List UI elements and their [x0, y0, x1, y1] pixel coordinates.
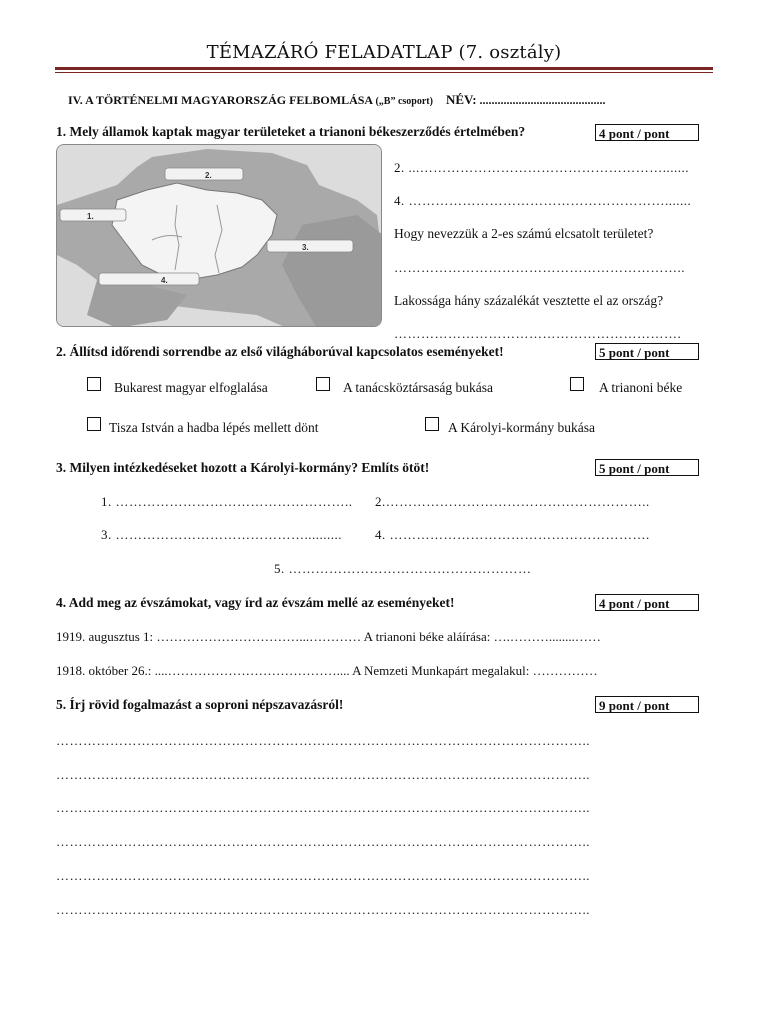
q2-checkbox-1[interactable]: [87, 377, 101, 391]
section-subtitle: [68, 92, 606, 108]
q2-item-2: A tanácsköztársaság bukása: [343, 380, 493, 395]
q3-question: 3. Milyen intézkedéseket hozott a Károlyi-kormány? Említs ötöt!: [56, 460, 430, 475]
q1-question: 1. Mely államok kaptak magyar területeket a trianoni békeszerződés értelmében?: [56, 124, 526, 139]
subtitle-group: („B” csoport): [375, 96, 433, 107]
title-rule-thin: [55, 72, 713, 73]
q3-line-3[interactable]: 3. ……………………………………..........: [101, 527, 342, 542]
trianon-map: [56, 144, 382, 327]
name-label: NÉV:: [445, 92, 477, 107]
q5-line-3[interactable]: ………………………………………………………………………………………………………..: [56, 800, 590, 815]
q1-subanswer-1[interactable]: ………………………………………………………..: [394, 260, 685, 275]
q4-row-2[interactable]: 1918. október 26.: ....………………………………….... A Nemzeti Munkapárt megalakul: ……………: [56, 663, 598, 678]
q5-line-6[interactable]: ………………………………………………………………………………………………………..: [56, 902, 590, 917]
q1-subquestion-1: Hogy nevezzük a 2-es számú elcsatolt területet?: [394, 226, 654, 241]
q2-points-box: 5 pont / pont: [595, 343, 699, 360]
q1-points-box: 4 pont / pont: [595, 124, 699, 141]
q2-checkbox-4[interactable]: [87, 417, 101, 431]
q3-line-2[interactable]: 2.…………………………………………………..: [375, 494, 650, 509]
q2-checkbox-3[interactable]: [570, 377, 584, 391]
q3-line-1[interactable]: 1. ……………………………………………..: [101, 494, 353, 509]
q5-line-5[interactable]: ………………………………………………………………………………………………………..: [56, 868, 590, 883]
map-label-3: 3.: [302, 243, 309, 252]
q3-line-5[interactable]: 5. ………………………………………………: [274, 561, 532, 576]
name-field[interactable]: ..........................................: [479, 93, 606, 107]
q2-checkbox-2[interactable]: [316, 377, 330, 391]
q5-question: 5. Írj rövid fogalmazást a soproni népszavazásról!: [56, 697, 344, 712]
q5-line-1[interactable]: ………………………………………………………………………………………………………..: [56, 733, 590, 748]
q2-checkbox-5[interactable]: [425, 417, 439, 431]
q4-points-box: 4 pont / pont: [595, 594, 699, 611]
q2-item-4: Tisza István a hadba lépés mellett dönt: [109, 420, 319, 435]
q5-line-4[interactable]: ………………………………………………………………………………………………………..: [56, 834, 590, 849]
q3-line-4[interactable]: 4. ………………………………………………….: [375, 527, 650, 542]
map-label-4: 4.: [161, 276, 168, 285]
page-title: TÉMAZÁRÓ FELADATLAP (7. osztály): [206, 42, 562, 63]
q1-subanswer-2[interactable]: ……………………………………………………….: [394, 326, 682, 341]
q1-answer-4[interactable]: 4. ………………………………………………….......: [394, 193, 692, 208]
q2-item-3: A trianoni béke: [599, 380, 683, 395]
q2-item-5: A Károlyi-kormány bukása: [448, 420, 595, 435]
q2-item-1: Bukarest magyar elfoglalása: [114, 380, 268, 395]
q5-line-2[interactable]: ………………………………………………………………………………………………………..: [56, 767, 590, 782]
q2-question: 2. Állítsd időrendi sorrendbe az első világháborúval kapcsolatos eseményeket!: [56, 344, 504, 359]
q3-points-box: 5 pont / pont: [595, 459, 699, 476]
q5-points-box: 9 pont / pont: [595, 696, 699, 713]
q4-row-1[interactable]: 1919. augusztus 1: ……………………………...………… A trianoni béke aláírása: ….………........……: [56, 629, 601, 644]
title-rule-thick: [55, 67, 713, 70]
map-label-1: 1.: [87, 212, 94, 221]
q4-question: 4. Add meg az évszámokat, vagy írd az évszám mellé az eseményeket!: [56, 595, 455, 610]
q1-subquestion-2: Lakossága hány százalékát vesztette el az ország?: [394, 293, 664, 308]
subtitle-main: IV. A TÖRTÉNELMI MAGYARORSZÁG FELBOMLÁSA: [68, 93, 376, 107]
map-label-2: 2.: [205, 171, 212, 180]
q1-answer-2[interactable]: 2. ...……………………………………………….......: [394, 160, 689, 175]
